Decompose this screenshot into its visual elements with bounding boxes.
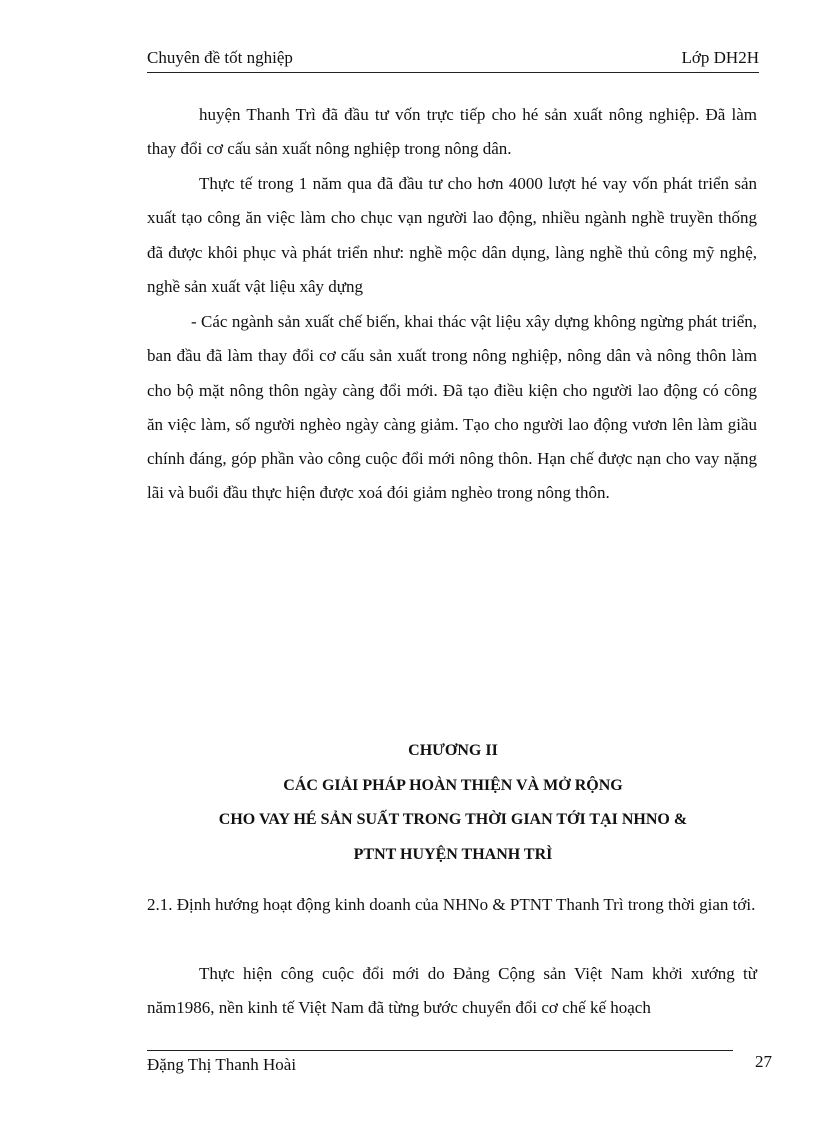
paragraph-1: huyện Thanh Trì đã đầu tư vốn trực tiếp cho hé sản xuất nông nghiệp. Đã làm thay đổi cơ cấu sản xuất nông nghiệp trong nông dân. xyxy=(147,105,757,159)
header-class: Lớp DH2H xyxy=(681,48,759,67)
footer-divider xyxy=(147,1050,733,1051)
paragraph-2: Thực tế trong 1 năm qua đã đầu tư cho hơn 4000 lượt hé vay vốn phát triển sản xuất tạo công ăn việc làm cho chục vạn người lao động, nhiều ngành nghề truyền thống đã được khôi phục và phát triển như: nghề mộc dân dụng, làng nghề thủ công mỹ nghệ, nghề sản xuất vật liệu xây dựng xyxy=(147,174,757,296)
chapter-title-line-1: CÁC GIẢI PHÁP HOÀN THIỆN VÀ MỞ RỘNG xyxy=(283,776,623,794)
header-title: Chuyên đề tốt nghiệp xyxy=(147,48,293,67)
page-header xyxy=(147,48,759,73)
page-number: 27 xyxy=(755,1052,772,1071)
chapter-heading xyxy=(147,734,759,872)
section-heading: 2.1. Định hướng hoạt động kinh doanh của NHNo & PTNT Thanh Trì trong thời gian tới. xyxy=(147,895,756,914)
chapter-number: CHƯƠNG II xyxy=(408,742,498,759)
footer-author: Đặng Thị Thanh Hoài xyxy=(147,1055,297,1074)
chapter-title-line-2: CHO VAY HÉ SẢN SUẤT TRONG THỜI GIAN TỚI TẠI NHNO & xyxy=(218,811,688,828)
chapter-title-line-3: PTNT HUYỆN THANH TRÌ xyxy=(353,845,553,863)
paragraph-3: - Các ngành sản xuất chế biến, khai thác vật liệu xây dựng không ngừng phát triển, ban đầu đã làm thay đổi cơ cấu sản xuất trong nông nghiệp, nông dân và nông thôn làm cho bộ mặt nông thôn ngày càng đổi mới. Đã tạo điều kiện cho người lao động có công ăn việc làm, số người nghèo ngày càng giảm. Tạo cho người lao động vươn lên làm giầu chính đáng, góp phần vào công cuộc đổi mới nông thôn. Hạn chế được nạn cho vay nặng lãi và buổi đầu thực hiện được xoá đói giảm nghèo trong nông thôn. xyxy=(147,312,757,503)
section-body: Thực hiện công cuộc đổi mới do Đảng Cộng sản Việt Nam khởi xướng từ năm1986, nền kinh tế Việt Nam đã từng bước chuyển đổi cơ chế kế hoạch xyxy=(147,964,757,1018)
